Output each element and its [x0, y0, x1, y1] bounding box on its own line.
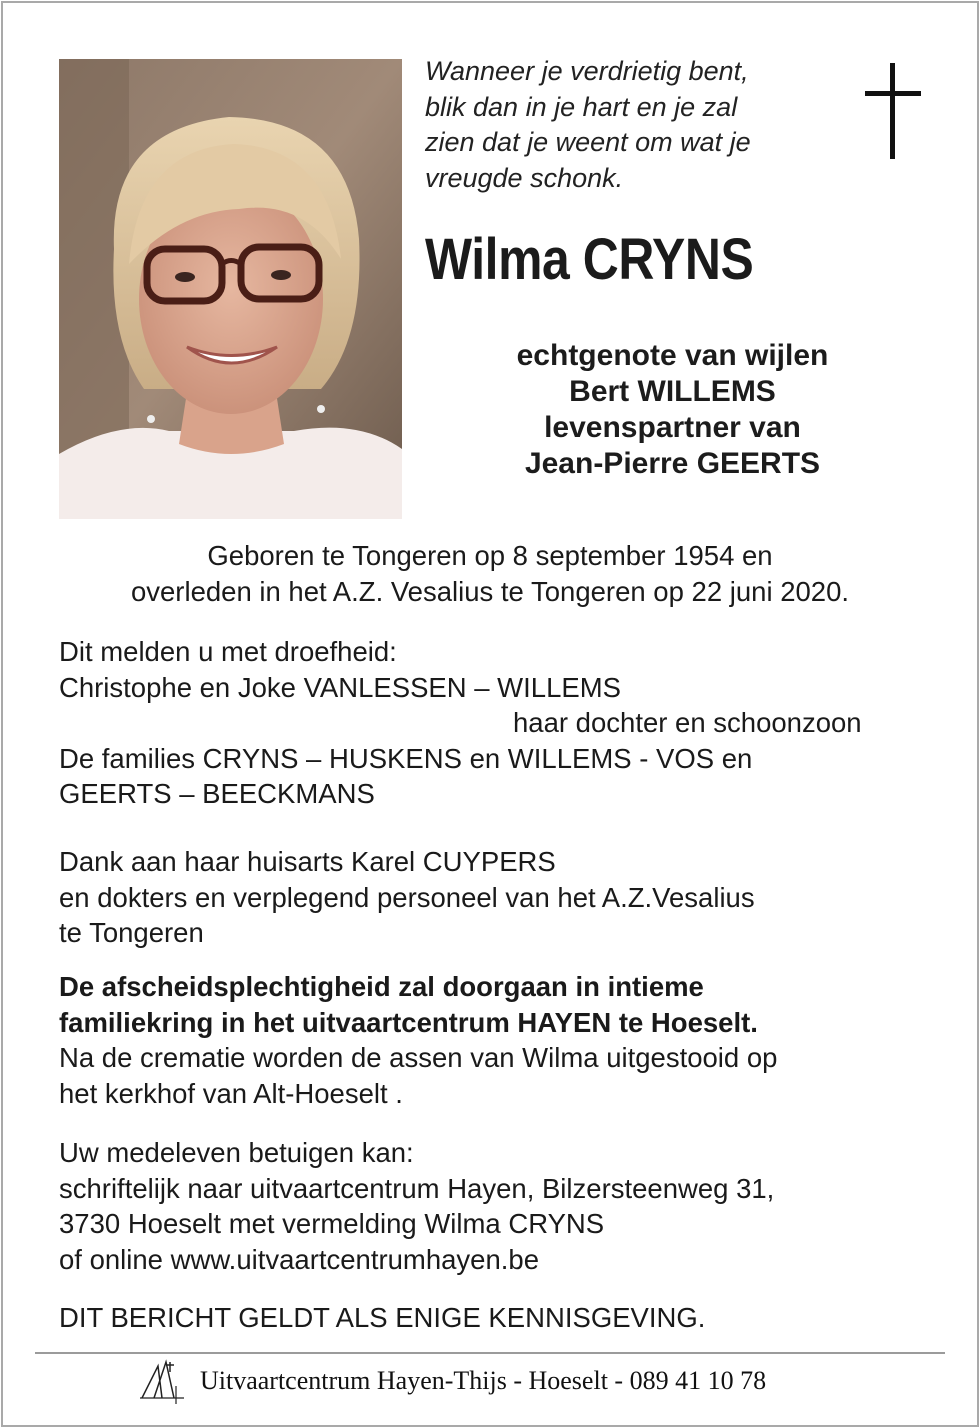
notice-text: DIT BERICHT GELDT ALS ENIGE KENNISGEVING.	[59, 1302, 706, 1333]
ceremony-block	[59, 969, 939, 1111]
deceased-name: Wilma CRYNS	[425, 227, 754, 292]
footer	[140, 1358, 766, 1404]
poem-line: vreugde schonk.	[425, 162, 624, 193]
portrait-photo	[59, 59, 402, 519]
condolences-line: Uw medeleven betuigen kan:	[59, 1137, 414, 1168]
relation-line: Bert WILLEMS	[569, 375, 776, 408]
thanks-line: Dank aan haar huisarts Karel CUYPERS	[59, 846, 556, 877]
daughter-line: Christophe en Joke VANLESSEN – WILLEMS	[59, 671, 621, 703]
poem-line: blik dan in je hart en je zal	[425, 91, 738, 122]
ceremony-line: Na de crematie worden de assen van Wilma uitgestooid op	[59, 1042, 778, 1073]
footer-divider	[35, 1352, 945, 1354]
footer-text: Uitvaartcentrum Hayen-Thijs - Hoeselt - 089 41 10 78	[200, 1366, 767, 1395]
families-line: De families CRYNS – HUSKENS en WILLEMS - VOS en	[59, 742, 753, 774]
birth-death-block	[0, 538, 980, 610]
relations-block	[420, 338, 925, 482]
poem	[425, 54, 845, 196]
families-line: GEERTS – BEECKMANS	[59, 778, 375, 809]
thanks-line: en dokters en verplegend personeel van het A.Z.Vesalius	[59, 881, 755, 913]
poem-line: Wanneer je verdrietig bent,	[425, 56, 749, 86]
death-line: overleden in het A.Z. Vesalius te Tongeren op 22 juni 2020.	[130, 576, 850, 607]
funeral-home-logo-icon	[140, 1358, 184, 1404]
condolences-block	[59, 1135, 939, 1277]
ceremony-line: het kerkhof van Alt-Hoeselt .	[59, 1077, 403, 1109]
poem-line: zien dat je weent om wat je	[425, 127, 751, 157]
birth-line: Geboren te Tongeren op 8 september 1954 en	[207, 540, 773, 571]
thanks-block	[59, 844, 939, 951]
condolences-line: schriftelijk naar uitvaartcentrum Hayen, Bilzersteenweg 31,	[59, 1172, 775, 1204]
daughter-role: haar dochter en schoonzoon	[513, 707, 862, 738]
condolences-line: 3730 Hoeselt met vermelding Wilma CRYNS	[59, 1208, 605, 1239]
ceremony-bold-line: De afscheidsplechtigheid zal doorgaan in intieme	[59, 971, 704, 1002]
announcement-block	[59, 634, 939, 812]
relation-line: echtgenote van wijlen	[516, 339, 829, 372]
announcement-intro: Dit melden u met droefheid:	[59, 636, 397, 667]
ceremony-bold-line: familiekring in het uitvaartcentrum HAYEN te Hoeselt.	[59, 1006, 758, 1038]
relation-line: levenspartner van	[544, 411, 801, 444]
cross-icon	[864, 63, 922, 159]
condolences-url-line: of online www.uitvaartcentrumhayen.be	[59, 1243, 539, 1275]
relation-line: Jean-Pierre GEERTS	[524, 447, 821, 480]
thanks-line: te Tongeren	[59, 917, 204, 948]
